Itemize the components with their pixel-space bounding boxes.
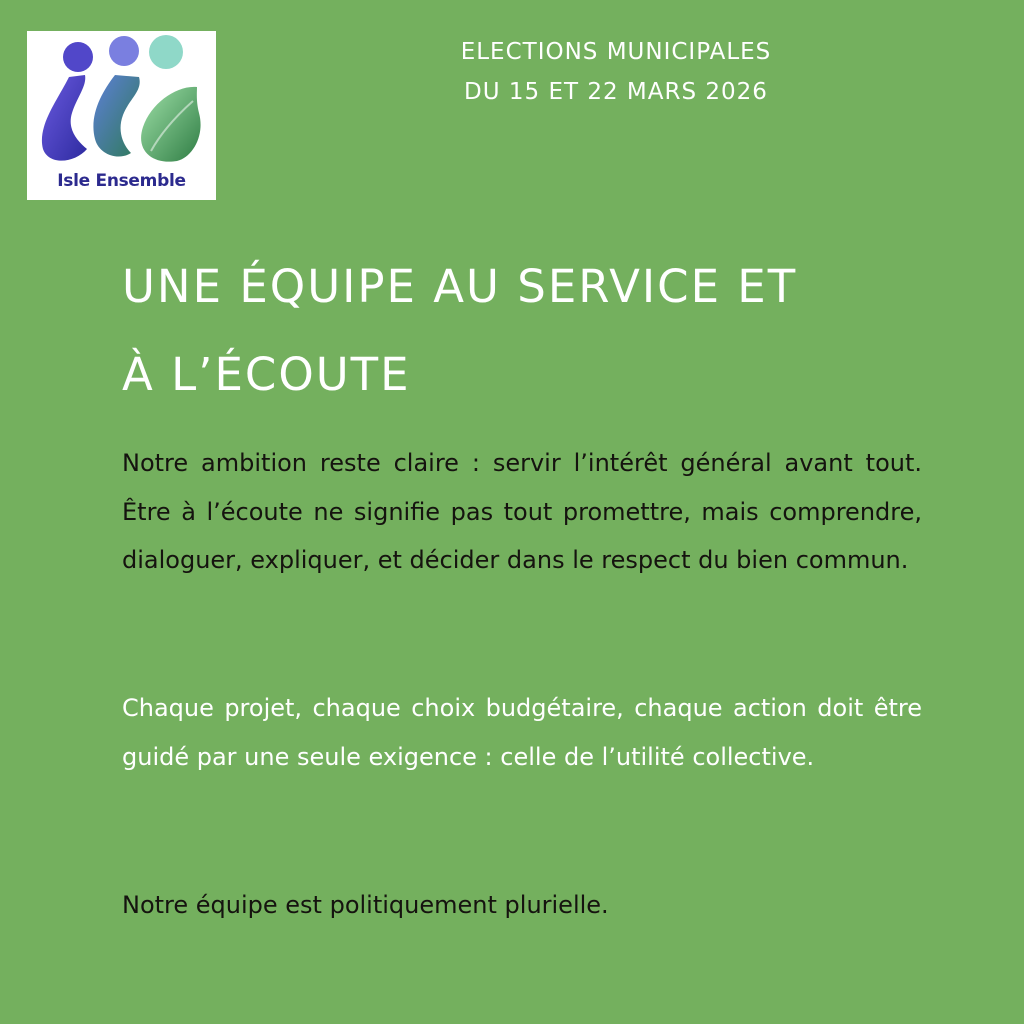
paragraph-team: Notre équipe est politiquement plurielle. — [122, 891, 609, 919]
logo-text: Isle Ensemble — [57, 171, 186, 191]
election-header — [410, 32, 822, 112]
paragraph-ambition: Notre ambition reste claire : servir l’intérêt général avant tout. Être à l’écoute ne signifie pas tout promettre, mais comprendre, dialoguer, expliquer, et décider dans le respect du bien commun. — [122, 449, 922, 574]
paragraph-utility: Chaque projet, chaque choix budgétaire, chaque action doit être guidé par une seule exigence : celle de l’utilité collective. — [122, 694, 922, 771]
title-line-2: À L’ÉCOUTE — [122, 348, 411, 401]
page-title — [122, 243, 922, 419]
title-line-1: UNE ÉQUIPE AU SERVICE ET — [122, 260, 798, 313]
three-people-leaves-logo-icon — [27, 31, 216, 171]
logo — [27, 31, 216, 200]
header-line-2: DU 15 ET 22 MARS 2026 — [464, 79, 768, 105]
header-line-1: ELECTIONS MUNICIPALES — [460, 39, 772, 65]
